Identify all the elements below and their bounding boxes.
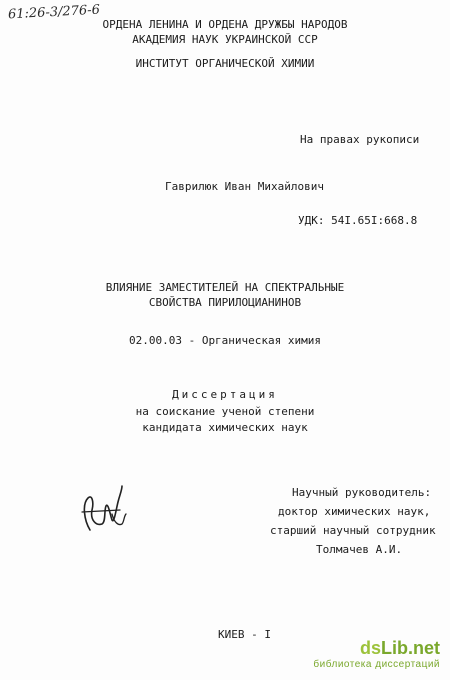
institute-name: ИНСТИТУТ ОРГАНИЧЕСКОЙ ХИМИИ — [135, 57, 315, 70]
dissertation-degree-line: на соискание ученой степени — [135, 405, 315, 418]
dslib-logo: dsLib.net — [359, 638, 440, 658]
supervisor-position: старший научный сотрудник — [270, 524, 436, 537]
manuscript-note: На правах рукописи — [300, 133, 420, 146]
supervisor-heading: Научный руководитель: — [292, 486, 432, 499]
supervisor-degree: доктор химических наук, — [278, 505, 431, 518]
supervisor-name: Толмачев А.И. — [316, 543, 403, 556]
header-line-1: ОРДЕНА ЛЕНИНА И ОРДЕНА ДРУЖБЫ НАРОДОВ — [102, 18, 348, 31]
title-line-2: СВОЙСТВА ПИРИЛОЦИАНИНОВ — [148, 296, 302, 309]
handwritten-signature — [76, 480, 132, 540]
specialty: 02.00.03 - Органическая химия — [128, 334, 322, 347]
udc-code: УДК: 54I.65I:668.8 — [298, 214, 418, 227]
author-name: Гаврилюк Иван Михайлович — [165, 180, 324, 193]
dissertation-field-line: кандидата химических наук — [142, 421, 308, 434]
handwritten-archive-code: 61:26-3/276-6 — [7, 2, 101, 23]
title-line-1: ВЛИЯНИЕ ЗАМЕСТИТЕЛЕЙ НА СПЕКТРАЛЬНЫЕ — [105, 281, 345, 294]
dissertation-heading: Диссертация — [172, 388, 278, 401]
dslib-watermark — [313, 638, 440, 672]
dslib-subtitle: библиотека диссертаций — [313, 659, 440, 670]
header-line-2: АКАДЕМИЯ НАУК УКРАИНСКОЙ ССР — [132, 33, 318, 46]
city-year: КИЕВ - І — [218, 628, 271, 641]
